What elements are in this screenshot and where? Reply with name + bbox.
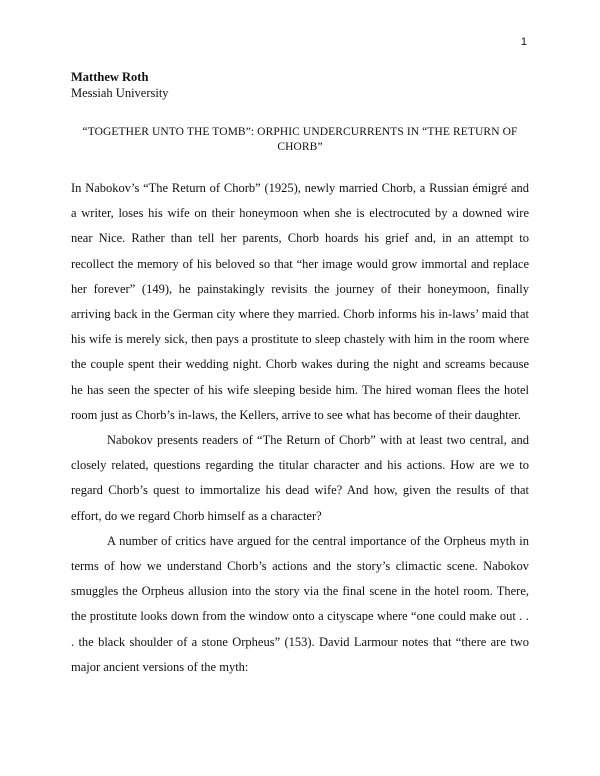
page-number: 1 [520,36,527,48]
paper-title: “TOGETHER UNTO THE TOMB”: ORPHIC UNDERCURRENTS IN “THE RETURN OF CHORB” [82,126,518,153]
body-text [71,176,529,680]
author-name: Matthew Roth [71,70,149,84]
paragraph: In Nabokov’s “The Return of Chorb” (1925), newly married Chorb, a Russian émigré and a writer, loses his wife on their honeymoon when she is electrocuted by a downed wire near Nice. Rather than tell her parents, Chorb hoards his grief and, in an attempt to recollect the memory of his beloved so that “her image would grow immortal and replace her forever” (149), he painstakingly revisits the journey of their honeymoon, finally arriving back in the German city where they married. Chorb informs his in-laws’ maid that his wife is merely sick, then pays a prostitute to sleep chastely with him in the room where the couple spent their wedding night. Chorb wakes during the night and screams because he has seen the specter of his wife sleeping beside him. The hired woman flees the hotel room just as Chorb’s in-laws, the Kellers, arrive to see what has become of their daughter. [71,181,529,422]
author-affiliation: Messiah University [71,86,169,100]
paragraph: A number of critics have argued for the central importance of the Orpheus myth in terms of how we understand Chorb’s actions and the story’s climactic scene. Nabokov smuggles the Orpheus allusion into the story via the final scene in the hotel room. There, the prostitute looks down from the window onto a cityscape where “one could make out . . . the black shoulder of a stone Orpheus” (153). David Larmour notes that “there are two major ancient versions of the myth: [71,533,529,674]
paragraph: Nabokov presents readers of “The Return of Chorb” with at least two central, and closely related, questions regarding the titular character and his actions. How are we to regard Chorb’s quest to immortalize his dead wife? And how, given the results of that effort, do we regard Chorb himself as a character? [71,433,529,523]
